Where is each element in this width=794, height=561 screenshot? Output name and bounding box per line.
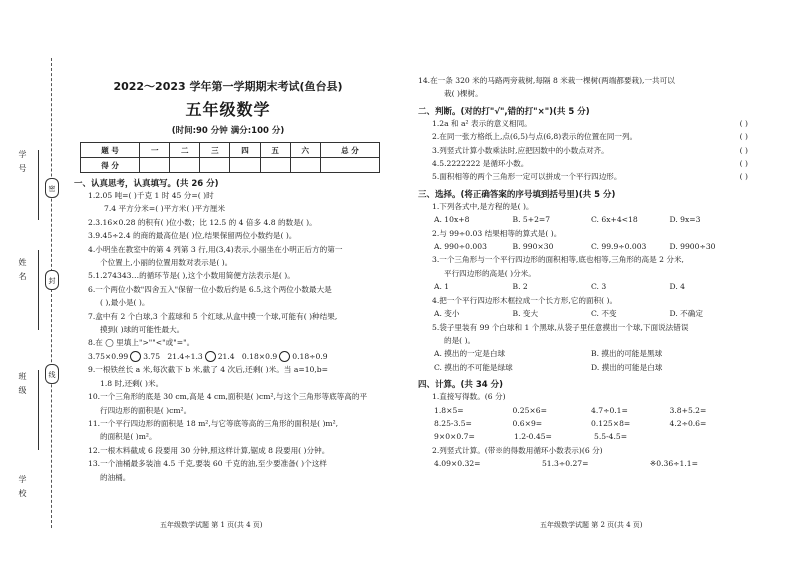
question-text: 的面积是( )m²。 <box>100 432 157 442</box>
question-text: 平行四边形的高是( )分米。 <box>444 268 536 278</box>
school-label: 学校 <box>18 475 27 503</box>
choice-option[interactable]: D. 9900÷30 <box>669 242 716 252</box>
answer-bracket[interactable]: ( ) <box>739 172 748 182</box>
question-text: 9.一根铁丝长 a 米,每次截下 b 米,截了 4 次后,还剩( )米。当 a=10,b= <box>88 365 329 375</box>
exam-title: 2022～2023 学年第一学期期末考试(鱼台县) <box>113 80 343 93</box>
choice-option[interactable]: B. 5+2=7 <box>512 215 551 225</box>
cut-line <box>51 58 52 528</box>
question-text: 1.8 时,还剩( )米。 <box>100 378 164 388</box>
choice-option[interactable]: A. 990÷0.003 <box>434 242 487 252</box>
question-text: 2.列竖式计算。(带※的得数用循环小数表示)(6 分) <box>432 445 603 455</box>
question-text: 2.与 99÷0.03 结果相等的算式是( )。 <box>432 228 562 238</box>
question-text: ( ),最小是( )。 <box>100 298 150 308</box>
question-text: 摸到( )球的可能性最大。 <box>100 325 185 335</box>
compare-left: 21.4÷1.3 <box>167 351 203 361</box>
question-text: 的油桶。 <box>100 472 131 482</box>
score-table-score-row <box>81 158 380 173</box>
question-text: 1.直接写得数。(6 分) <box>432 392 506 402</box>
class-line <box>38 370 39 450</box>
question-text: 1.下列各式中,是方程的是( )。 <box>432 201 534 211</box>
score-input-cell[interactable] <box>230 158 260 173</box>
score-table-header-row <box>81 143 380 158</box>
compare-left: 0.18×0.9 <box>241 351 278 361</box>
score-input-cell[interactable] <box>170 158 200 173</box>
compare-right: 0.18÷0.9 <box>292 351 328 361</box>
calc-item: 51.3÷0.27= <box>541 459 589 469</box>
choice-option[interactable]: A. 10x+8 <box>434 215 470 225</box>
answer-bracket[interactable]: ( ) <box>739 159 748 169</box>
question-text: 4.把一个平行四边形木框拉成一个长方形,它的面积( )。 <box>432 295 618 305</box>
question-text: 7.盒中有 2 个白球,3 个蓝球和 5 个红球,从盒中摸一个球,可能有( )种结果, <box>88 311 338 321</box>
choice-option[interactable]: C. 3 <box>591 282 607 292</box>
score-input-cell[interactable] <box>140 158 170 173</box>
question-text: 12.一根木料截成 6 段要用 30 分钟,照这样计算,锯成 8 段要用( )分钟。 <box>88 445 330 455</box>
judge-row <box>418 170 748 183</box>
choice-options <box>418 240 748 253</box>
choice-options <box>418 361 748 374</box>
question-text: 3.一个三角形与一个平行四边形的面积相等,底也相等,三角形的高是 2 分米, <box>432 255 684 265</box>
choice-options <box>418 280 748 293</box>
compare-left: 3.75×0.99 <box>88 351 129 361</box>
page-2 <box>418 74 748 544</box>
question-text: 的是( )。 <box>444 335 476 345</box>
answer-bracket[interactable]: ( ) <box>739 118 748 128</box>
choice-option[interactable]: A. 1 <box>434 282 450 292</box>
judge-row <box>418 130 748 143</box>
question-text: 3.9.45÷2.4 的商的最高位是( )位,结果保留两位小数约是( )。 <box>88 231 297 241</box>
page-1-footer: 五年级数学试题 第 1 页(共 4 页) <box>160 521 263 529</box>
student-id-line <box>38 150 39 220</box>
answer-bracket[interactable]: ( ) <box>739 132 748 142</box>
student-id-label: 学号 <box>18 150 27 178</box>
calc-item: 5.5-4.5= <box>594 432 628 442</box>
score-input-cell[interactable] <box>200 158 230 173</box>
choice-option[interactable]: C. 摸出的不可能是绿球 <box>434 362 513 372</box>
question-text: 6.一个两位小数"四舍五入"保留一位小数后约是 6.5,这个两位小数最大是 <box>88 284 332 294</box>
score-cell: 五 <box>260 143 290 158</box>
binding-margin <box>0 0 72 561</box>
question-text: 5.1.274343…的循环节是( ),这个小数用简便方法表示是( )。 <box>88 271 295 281</box>
compare-blank[interactable] <box>130 351 141 362</box>
calc-item: 4.09×0.32= <box>434 459 481 469</box>
question-text: 4.小明坐在教室中的第 4 列第 3 行,用(3,4)表示,小丽坐在小明正后方的第一 <box>88 244 343 254</box>
choice-options <box>418 347 748 360</box>
calc-item: 1.8×5= <box>434 405 464 415</box>
score-table <box>80 142 380 173</box>
judge-text: 1.2a 和 a² 表示的意义相同。 <box>432 118 532 128</box>
compare-blank[interactable] <box>279 351 290 362</box>
section-3-title: 三、选择。(将正确答案的序号填到括号里)(共 5 分) <box>418 189 616 200</box>
subject-title: 五年级数学 <box>185 100 271 119</box>
question-text: 栽( )棵树。 <box>444 89 483 99</box>
judge-text: 5.面积相等的两个三角形一定可以拼成一个平行四边形。 <box>432 172 622 182</box>
question-text: 行四边形的面积是( )cm²。 <box>100 405 192 415</box>
section-2-title: 二、判断。(对的打"√",错的打"×")(共 5 分) <box>418 106 590 117</box>
question-text: 13.一个油桶最多装油 4.5 千克,要装 60 千克的油,至少要准备( )个这样 <box>88 459 327 469</box>
question-text: 1.2.05 吨=( )千克 1 时 45 分=( )时 <box>88 191 214 200</box>
question-text: 个位置上,小丽的位置用数对表示是( )。 <box>100 258 233 268</box>
seal-mark-3: 线 <box>45 364 59 384</box>
page-2-footer: 五年级数学试题 第 2 页(共 4 页) <box>540 521 643 529</box>
score-input-cell[interactable] <box>290 158 320 173</box>
calc-row <box>418 404 748 417</box>
score-cell: 总 分 <box>320 143 379 158</box>
calc-row <box>418 417 748 430</box>
calc-row <box>418 430 748 443</box>
calc-item: 8.25-3.5= <box>434 418 472 428</box>
compare-right: 21.4 <box>217 351 235 361</box>
class-label: 班级 <box>18 372 27 400</box>
answer-bracket[interactable]: ( ) <box>739 145 748 155</box>
score-cell: 得 分 <box>81 158 140 173</box>
choice-option[interactable]: C. 不变 <box>591 309 617 319</box>
name-label: 姓名 <box>18 258 27 286</box>
compare-blank[interactable] <box>205 351 216 362</box>
question-text: 14.在一条 320 米的马路两旁栽树,每隔 8 米栽一棵树(两端都要栽),一共可以 <box>418 76 675 85</box>
score-cell: 二 <box>170 143 200 158</box>
calc-item: 1.2-0.45= <box>514 432 552 442</box>
judge-row <box>418 144 748 157</box>
judge-row <box>418 117 748 130</box>
question-text: 7.4 平方分米=( )平方米( )平方厘米 <box>104 204 226 214</box>
calc-item: 0.6×9= <box>512 418 543 428</box>
choice-option[interactable]: B. 摸出的可能是黑球 <box>591 349 663 359</box>
choice-option[interactable]: B. 2 <box>512 282 528 292</box>
question-text: 2.3.16×0.28 的积有( )位小数；比 12.5 的 4 倍多 4.8 的数是( )。 <box>88 217 317 227</box>
seal-mark-2: 封 <box>45 270 59 290</box>
question-text: 10.一个三角形的底是 30 cm,高是 4 cm,面积是( )cm²,与这个三角形等底等高的平 <box>88 392 368 402</box>
score-input-cell[interactable] <box>320 158 379 173</box>
section-4-title: 四、计算。(共 34 分) <box>418 380 504 391</box>
choice-options <box>418 213 748 226</box>
page-1 <box>74 70 382 540</box>
name-line <box>38 250 39 330</box>
calc-item: 4.7÷0.1= <box>591 405 628 415</box>
compare-right: 3.75 <box>143 351 161 361</box>
question-text: 8.在 ◯ 里填上">""<"或"="。 <box>88 338 195 348</box>
choice-option[interactable]: B. 变大 <box>512 309 539 319</box>
choice-options <box>418 307 748 320</box>
choice-option[interactable]: D. 摸出的可能是白球 <box>591 362 663 372</box>
score-cell: 三 <box>200 143 230 158</box>
score-input-cell[interactable] <box>260 158 290 173</box>
question-text: 5.袋子里装有 99 个白球和 1 个黑球,从袋子里任意摸出一个球,下面说法错误 <box>432 322 689 332</box>
choice-option[interactable]: C. 99.9÷0.003 <box>591 242 647 252</box>
choice-option[interactable]: C. 6x+4<18 <box>591 215 638 225</box>
judge-row <box>418 157 748 170</box>
choice-option[interactable]: D. 9x=3 <box>669 215 701 225</box>
choice-option[interactable]: A. 摸出的一定是白球 <box>434 349 506 359</box>
seal-mark-1: 密 <box>45 178 59 198</box>
judge-text: 4.5.2222222 是循环小数。 <box>432 159 529 169</box>
judge-text: 3.列竖式计算小数乘法时,应把因数中的小数点对齐。 <box>432 145 609 155</box>
choice-option[interactable]: A. 变小 <box>434 309 460 319</box>
exam-info: (时间:90 分钟 满分:100 分) <box>171 126 285 136</box>
calc-item: 4.2÷0.6= <box>669 418 707 428</box>
question-text: 11.一个平行四边形的面积是 18 m²,与它等底等高的三角形的面积是( )m², <box>88 418 339 428</box>
section-1-title: 一、认真思考，认真填写。(共 26 分) <box>74 179 219 189</box>
score-cell: 六 <box>290 143 320 158</box>
score-cell: 四 <box>230 143 260 158</box>
choice-option[interactable]: B. 990×30 <box>512 242 554 252</box>
score-cell: 题 号 <box>81 143 140 158</box>
score-cell: 一 <box>140 143 170 158</box>
choice-option[interactable]: D. 不确定 <box>669 309 703 319</box>
calc-item: ※0.36÷1.1= <box>649 459 698 469</box>
calc-item: 0.125×8= <box>591 418 631 428</box>
calc-item: 3.8+5.2= <box>669 405 707 415</box>
choice-option[interactable]: D. 4 <box>669 282 685 292</box>
calc-item: 9×0×0.7= <box>434 432 475 442</box>
judge-text: 2.在同一张方格纸上,点(6,5)与点(6,8)表示的位置在同一列。 <box>432 132 638 142</box>
compare-row <box>74 350 382 363</box>
calc-item: 0.25×6= <box>512 405 547 415</box>
vertical-calc-row <box>418 457 748 470</box>
